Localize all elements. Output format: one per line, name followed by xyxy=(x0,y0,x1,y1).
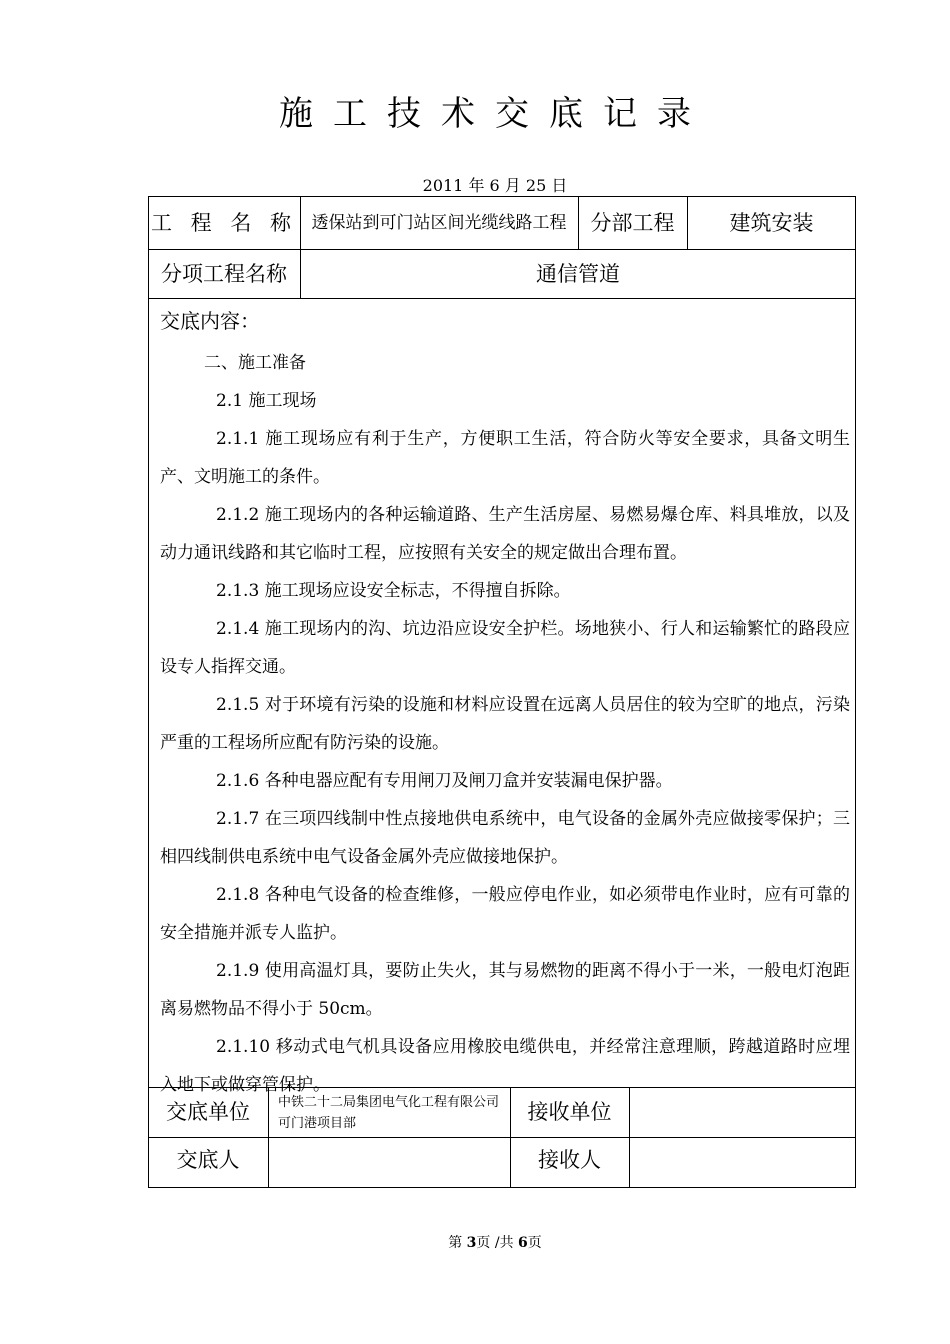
project-name-label: 工 程 名 称 xyxy=(150,210,298,235)
total-page-number: 6 xyxy=(518,1235,528,1251)
content-paragraph: 2.1.8 各种电气设备的检查维修，一般应停电作业，如必须带电作业时，应有可靠的安全措施并派专人监护。 xyxy=(160,885,850,943)
sub-project-value: 建筑安装 xyxy=(729,210,814,235)
content-paragraph: 2.1.5 对于环境有污染的设施和材料应设置在远离人员居住的较为空旷的地点，污染严重的工程场所应配有防污染的设施。 xyxy=(160,695,850,753)
sub-project-label: 分部工程 xyxy=(590,210,675,235)
item-project-label: 分项工程名称 xyxy=(161,261,287,286)
row-divider xyxy=(148,298,856,299)
page-footer xyxy=(0,1232,950,1252)
content-paragraph: 2.1.2 施工现场内的各种运输道路、生产生活房屋、易燃易爆仓库、料具堆放，以及动力通讯线路和其它临时工程，应按照有关安全的规定做出合理布置。 xyxy=(160,505,850,563)
content-paragraph: 2.1.1 施工现场应有利于生产，方便职工生活，符合防火等安全要求，具备文明生产、文明施工的条件。 xyxy=(160,429,850,487)
footer-suffix: 页 xyxy=(527,1235,542,1251)
content-paragraph: 2.1.4 施工现场内的沟、坑边沿应设安全护栏。场地狭小、行人和运输繁忙的路段应设专人指挥交通。 xyxy=(160,619,850,677)
content-label: 交底内容： xyxy=(160,309,260,333)
footer-middle: 页 /共 xyxy=(476,1235,519,1251)
receiving-unit-value xyxy=(629,1087,856,1137)
receiving-unit-label: 接收单位 xyxy=(527,1100,612,1124)
content-paragraph: 2.1.6 各种电器应配有专用闸刀及闸刀盒并安装漏电保护器。 xyxy=(216,771,673,791)
handover-unit-value: 中铁二十二局集团电气化工程有限公司可门港项目部 xyxy=(278,1095,500,1131)
current-page-number: 3 xyxy=(466,1235,477,1251)
handover-person-value xyxy=(268,1137,510,1188)
content-paragraph: 2.1.3 施工现场应设安全标志，不得擅自拆除。 xyxy=(216,581,571,601)
record-date: 2011 年 6 月 25 日 xyxy=(422,176,568,195)
content-paragraph: 2.1.9 使用高温灯具，要防止失火，其与易燃物的距离不得小于一米，一般电灯泡距离易燃物品不得小于 50cm。 xyxy=(160,961,850,1019)
item-project-value: 通信管道 xyxy=(536,261,620,286)
section-title: 二、施工准备 xyxy=(204,353,306,373)
subsection-title: 2.1 施工现场 xyxy=(216,391,317,411)
receiver-label: 接收人 xyxy=(538,1148,601,1172)
document-title: 施工技术交底记录 xyxy=(279,94,711,134)
receiver-value xyxy=(629,1137,856,1188)
project-name-value: 透保站到可门站区间光缆线路工程 xyxy=(311,213,567,233)
content-paragraph: 2.1.10 移动式电气机具设备应用橡胶电缆供电，并经常注意理顺，跨越道路时应埋入地下或做穿管保护。 xyxy=(160,1037,850,1095)
handover-content xyxy=(160,306,850,1104)
content-paragraph: 2.1.7 在三项四线制中性点接地供电系统中，电气设备的金属外壳应做接零保护；三相四线制供电系统中电气设备金属外壳应做接地保护。 xyxy=(160,809,850,867)
handover-person-label: 交底人 xyxy=(176,1148,240,1172)
handover-unit-label: 交底单位 xyxy=(166,1100,250,1124)
footer-prefix: 第 xyxy=(448,1235,467,1251)
